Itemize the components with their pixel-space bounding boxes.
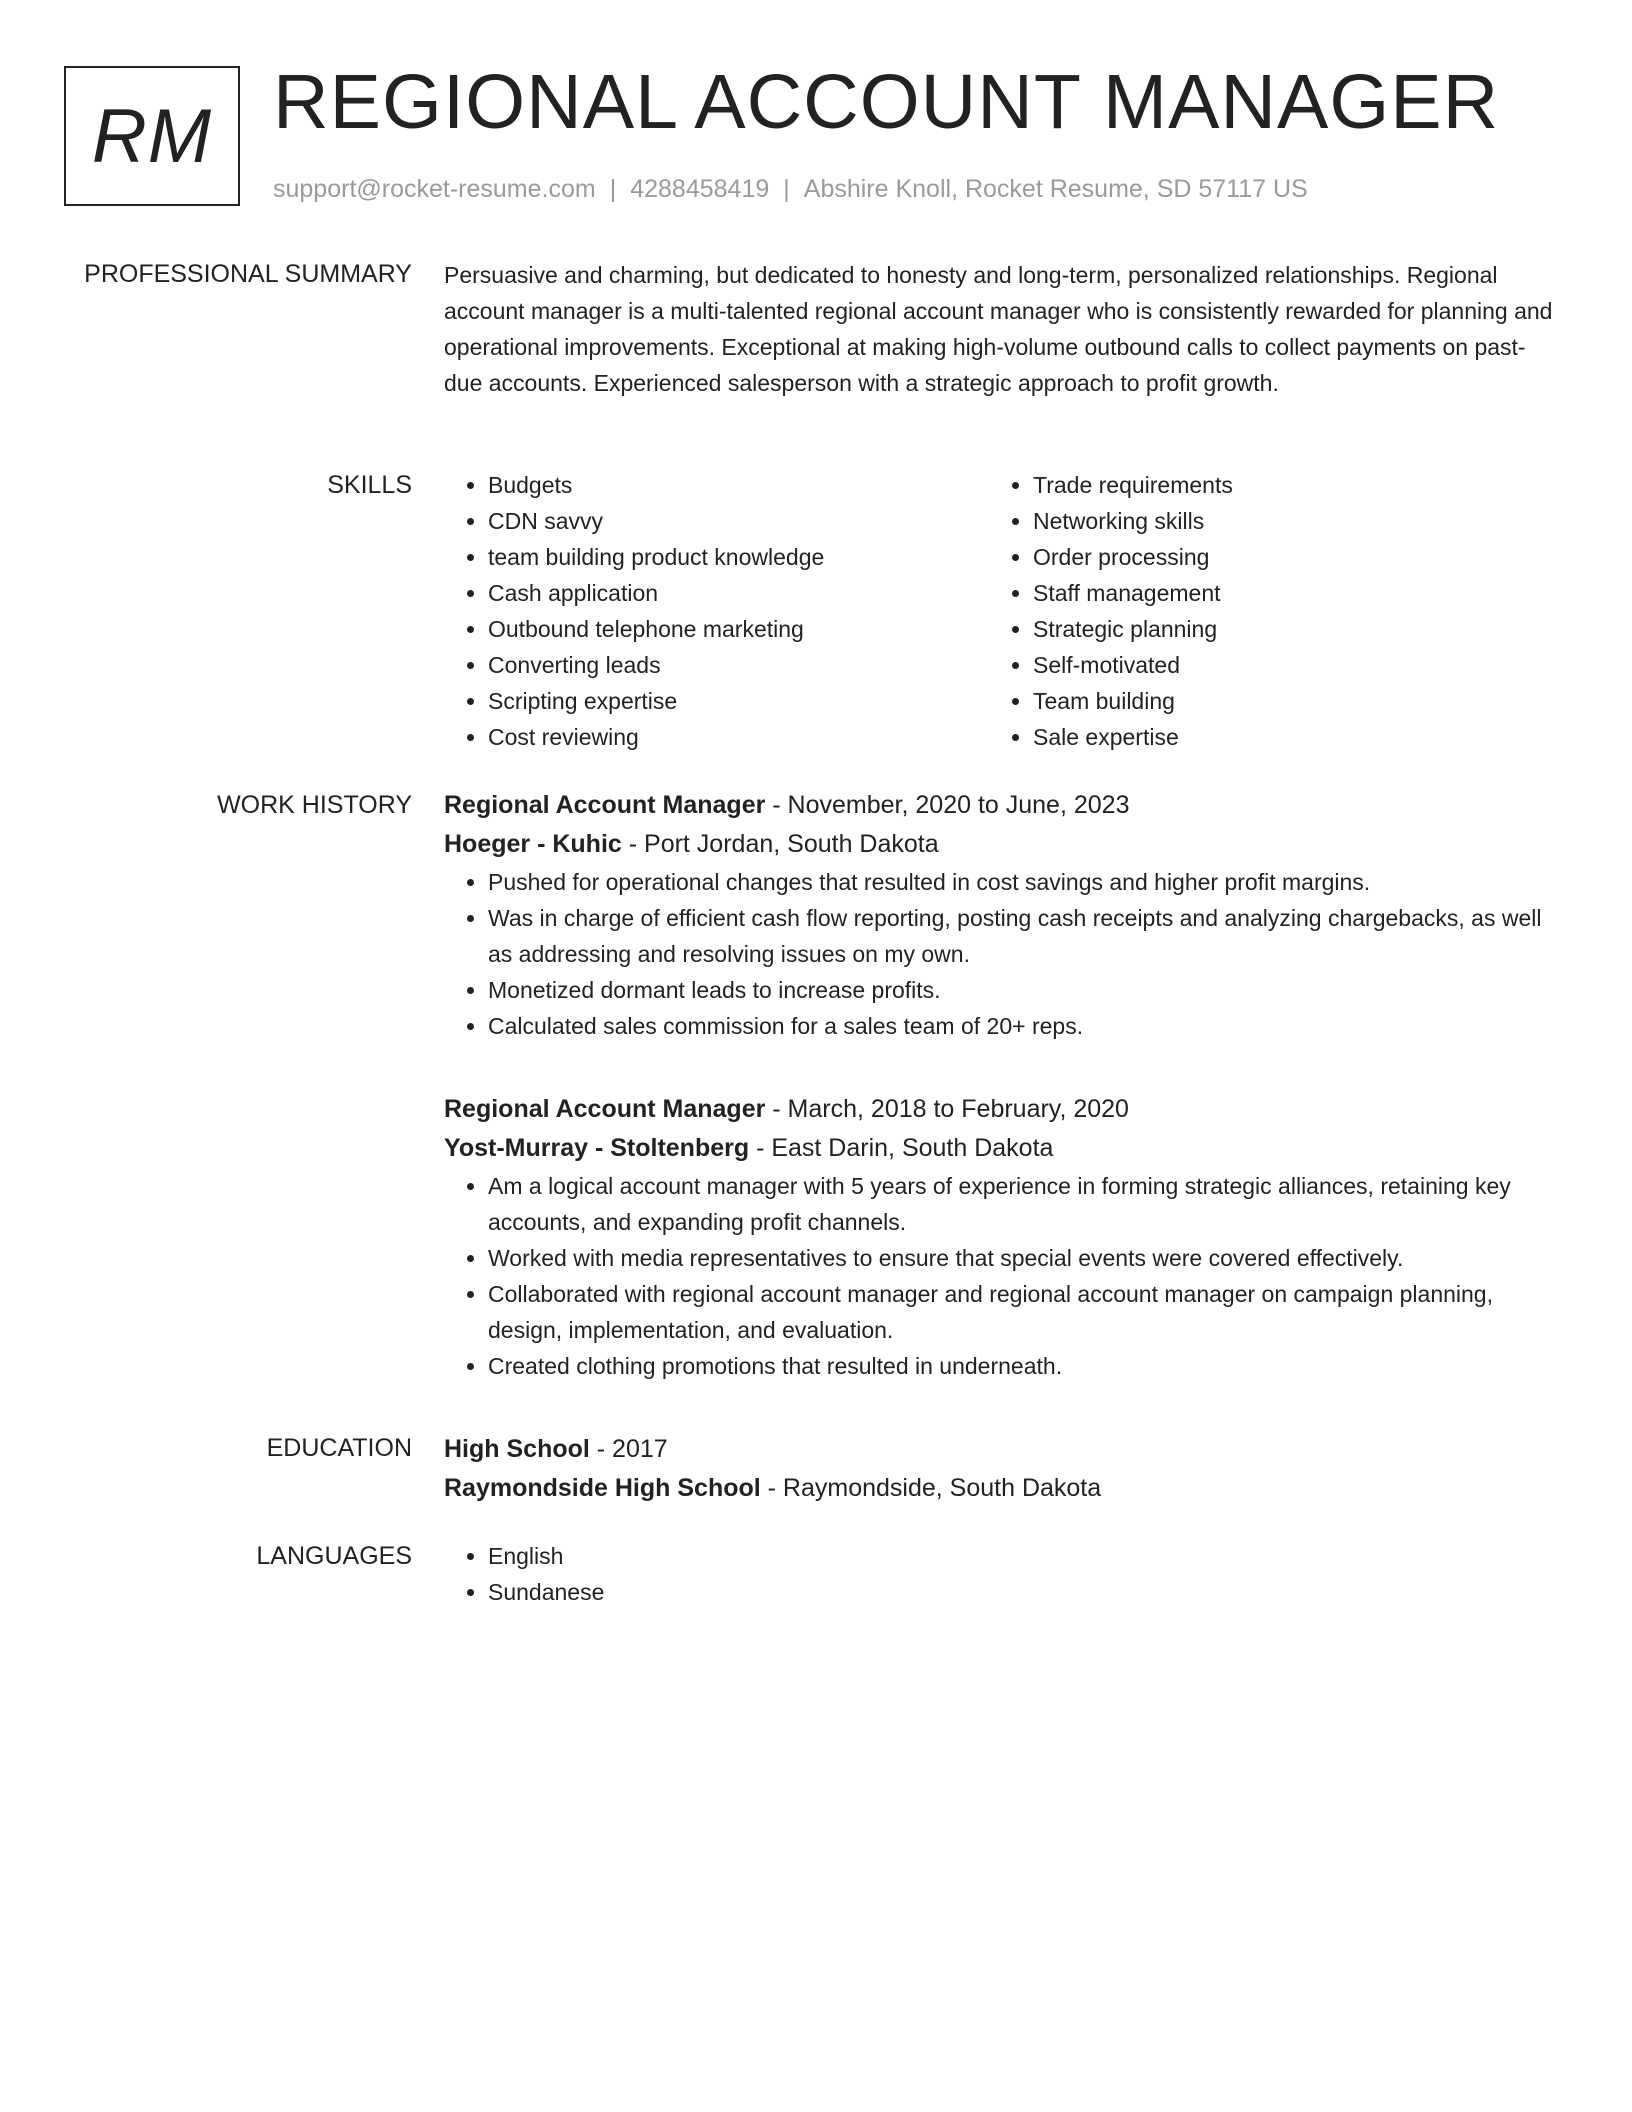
skill-item: • Team building	[1033, 683, 1534, 719]
skill-item: • Outbound telephone marketing	[488, 611, 989, 647]
initials-monogram: RM	[64, 66, 240, 206]
job-bullet: • Worked with media representatives to ensure that special events were covered effectively.	[488, 1240, 1554, 1276]
skill-item: • Budgets	[488, 467, 989, 503]
work-history-body	[444, 786, 1554, 1379]
skills-heading: SKILLS	[327, 471, 412, 499]
contact-phone: 4288458419	[630, 175, 770, 203]
skill-item: • team building product knowledge	[488, 539, 989, 575]
summary-text: Persuasive and charming, but dedicated to honesty and long-term, personalized relationships. Regional account manager is a multi-talented regional account manager who is consistently rewarded for planning and operational improvements. Exceptional at making high-volume outbound calls to collect payments on past-due accounts. Experienced salesperson with a strategic approach to profit growth.	[444, 262, 1553, 396]
job-title: Regional Account Manager	[444, 1095, 766, 1123]
job-bullet: • Am a logical account manager with 5 years of experience in forming strategic alliances, retaining key accounts, and expanding profit channels.	[488, 1168, 1554, 1240]
skill-item: • Staff management	[1033, 575, 1534, 611]
job-bullet: • Created clothing promotions that resulted in underneath.	[488, 1348, 1554, 1384]
skill-item: • Trade requirements	[1033, 467, 1534, 503]
education-degree: High School	[444, 1435, 590, 1463]
summary-body	[444, 256, 1554, 400]
job-bullet: • Was in charge of efficient cash flow reporting, posting cash receipts and analyzing chargebacks, as well as addressing and resolving issues on my own.	[488, 900, 1554, 972]
skills-body	[444, 467, 1554, 755]
contact-separator: |	[609, 175, 617, 203]
page-title: REGIONAL ACCOUNT MANAGER	[273, 59, 1500, 145]
skill-item: • Sale expertise	[1033, 719, 1534, 755]
job-title: Regional Account Manager	[444, 791, 766, 819]
job-dates: - March, 2018 to February, 2020	[765, 1095, 1129, 1123]
job-company-line	[444, 1129, 1554, 1168]
skill-item: • Order processing	[1033, 539, 1534, 575]
education-year: - 2017	[589, 1435, 668, 1463]
job-title-line	[444, 786, 1554, 825]
skill-item: • Cash application	[488, 575, 989, 611]
skill-item: • Cost reviewing	[488, 719, 989, 755]
job-title-line	[444, 1090, 1554, 1129]
contact-separator: |	[783, 175, 790, 203]
contact-line	[273, 172, 1308, 206]
job-company: Yost-Murray - Stoltenberg	[444, 1134, 750, 1162]
education-degree-line	[444, 1430, 1554, 1469]
skill-item: • Scripting expertise	[488, 683, 989, 719]
job-bullet: • Pushed for operational changes that resulted in cost savings and higher profit margins.	[488, 864, 1554, 900]
education-heading: EDUCATION	[266, 1434, 412, 1462]
skill-item: • CDN savvy	[488, 503, 989, 539]
language-item: • Sundanese	[488, 1574, 1554, 1610]
contact-address: Abshire Knoll, Rocket Resume, SD 57117 US	[803, 175, 1308, 203]
job-company: Hoeger - Kuhic	[444, 830, 622, 858]
skills-column-right	[989, 467, 1534, 755]
job-entry	[444, 1090, 1554, 1384]
job-bullet: • Calculated sales commission for a sales team of 20+ reps.	[488, 1008, 1554, 1044]
job-bullets	[444, 864, 1554, 1044]
languages-heading: LANGUAGES	[256, 1542, 412, 1570]
skill-item: • Strategic planning	[1033, 611, 1534, 647]
skill-item: • Converting leads	[488, 647, 989, 683]
languages-body	[444, 1538, 1554, 1610]
job-location: - Port Jordan, South Dakota	[621, 830, 939, 858]
skills-column-left	[444, 467, 989, 755]
job-company-line	[444, 825, 1554, 864]
skill-item: • Networking skills	[1033, 503, 1534, 539]
job-bullets	[444, 1168, 1554, 1384]
skill-item: • Self-motivated	[1033, 647, 1534, 683]
education-body	[444, 1430, 1554, 1508]
summary-heading: PROFESSIONAL SUMMARY	[84, 260, 412, 288]
job-dates: - November, 2020 to June, 2023	[765, 791, 1130, 819]
education-location: - Raymondside, South Dakota	[760, 1474, 1102, 1502]
work-history-heading: WORK HISTORY	[217, 791, 412, 819]
language-item: • English	[488, 1538, 1554, 1574]
job-bullet: • Monetized dormant leads to increase profits.	[488, 972, 1554, 1008]
contact-email: support@rocket-resume.com	[273, 175, 596, 203]
job-location: - East Darin, South Dakota	[749, 1134, 1054, 1162]
education-school-line	[444, 1469, 1554, 1508]
job-bullet: • Collaborated with regional account manager and regional account manager on campaign planning, design, implementation, and evaluation.	[488, 1276, 1554, 1348]
job-entry	[444, 786, 1554, 1044]
education-school: Raymondside High School	[444, 1474, 761, 1502]
